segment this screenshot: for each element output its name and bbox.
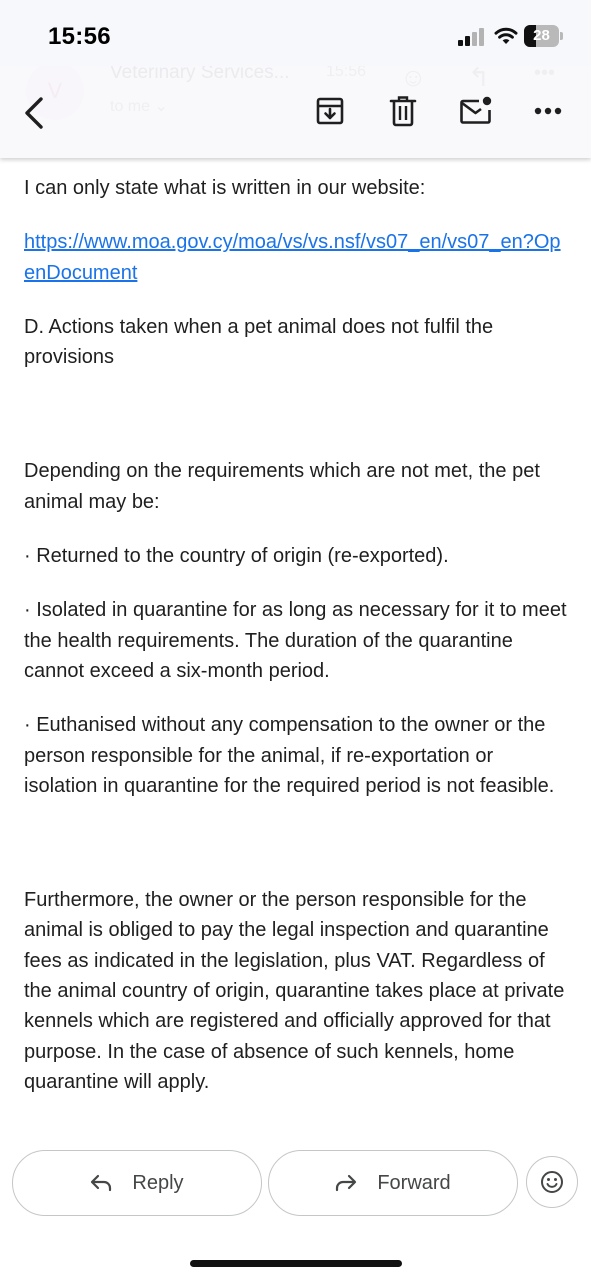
message-lead: Depending on the requirements which are not met, the pet animal may be: [24, 460, 540, 513]
bullet-euthanised: · Euthanised without any compensation to the owner or the person responsible for the animal, if re-exportation or isolation in quarantine for the required period is not feasible. [24, 714, 555, 797]
reply-label: Reply [132, 1171, 184, 1194]
mark-unread-icon [459, 96, 493, 126]
message-closing: Furthermore, the owner or the person responsible for the animal is obliged to pay the legal inspection and quarantine fees as indicated in the legislation, plus VAT. Regardless of the animal country of origin, quarantine takes place at private kennels which are registered and officially approved for that purpose. In the case of absence of such kennels, home quarantine will apply. [24, 889, 565, 1093]
forward-label: Forward [377, 1171, 451, 1194]
more-icon [534, 107, 562, 115]
toolbar [0, 66, 591, 158]
cellular-signal-icon [458, 28, 486, 46]
message-body [24, 173, 568, 1097]
website-link[interactable]: https://www.moa.gov.cy/moa/vs/vs.nsf/vs07_en/vs07_en?OpenDocument [24, 231, 561, 284]
wifi-icon [494, 26, 518, 46]
mark-unread-button[interactable] [456, 91, 496, 131]
back-button[interactable] [14, 93, 54, 133]
delete-button[interactable] [383, 91, 423, 131]
more-options-button[interactable] [528, 91, 568, 131]
bullet-quarantine: · Isolated in quarantine for as long as necessary for it to meet the health requirements. The duration of the quarantine cannot exceed a six-month period. [24, 599, 567, 682]
emoji-smile-icon [540, 1170, 564, 1194]
forward-button[interactable] [268, 1150, 518, 1216]
bullet-return: · Returned to the country of origin (re-exported). [24, 545, 449, 568]
archive-icon [315, 96, 345, 126]
message-intro: I can only state what is written in our website: [24, 177, 426, 199]
forward-icon [335, 1174, 357, 1192]
delete-icon [389, 95, 417, 127]
reply-button[interactable] [12, 1150, 262, 1216]
status-bar [0, 0, 591, 66]
reply-icon [90, 1174, 112, 1192]
emoji-reaction-button[interactable] [526, 1156, 578, 1208]
archive-button[interactable] [310, 91, 350, 131]
battery-level: 28 [533, 27, 550, 44]
battery-icon [524, 25, 564, 47]
home-indicator[interactable] [190, 1260, 402, 1267]
back-arrow-icon [23, 96, 45, 130]
section-heading: D. Actions taken when a pet animal does not fulfil the provisions [24, 315, 494, 369]
status-time: 15:56 [48, 23, 111, 50]
